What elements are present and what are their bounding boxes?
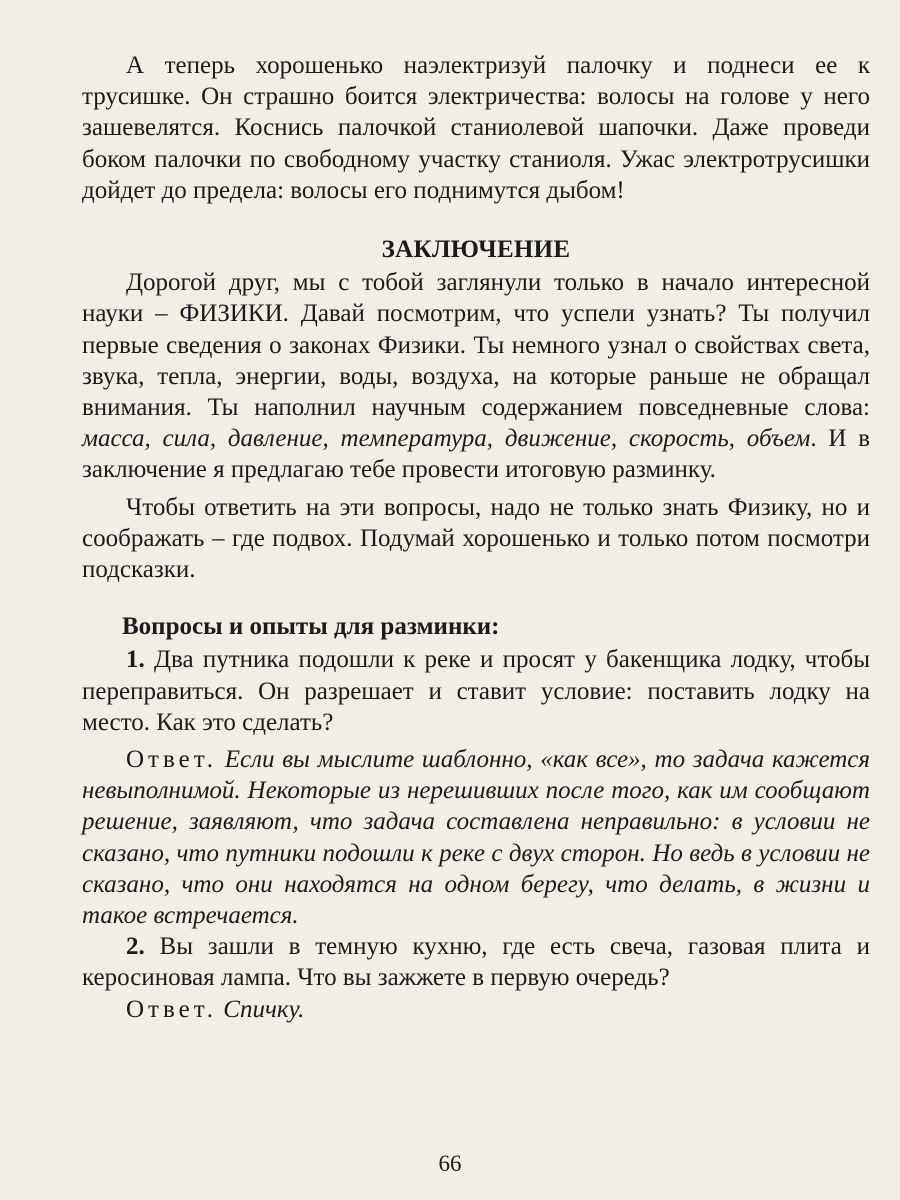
conclusion-text-end: . И в заключение я предлагаю тебе провести итоговую разминку.: [82, 425, 871, 484]
question-1-text: Два путника подошли к реке и просят у бакенщика лодку, чтобы переправиться. Он разрешает и ставит условие: поставить лодку на место. Как это сделать?: [82, 646, 870, 736]
question-2-number: 2.: [126, 933, 145, 961]
answer-2-label: Ответ.: [126, 995, 218, 1023]
answer-1-text: Если вы мыслите шаблонно, «как все», то задача кажется невыполнимой. Некоторые из нерешивших после того, как им сообщают решение, заявляют, что задача составлена неправильно: в условии не сказано, что путники подошли к реке с двух сторон. Но ведь в условии не сказано, что они находятся на одном берегу, что делать, в жизни и такое встречается.: [82, 746, 870, 930]
questions-heading: Вопросы и опыты для разминки:: [122, 613, 500, 641]
section-heading: ЗАКЛЮЧЕНИЕ: [381, 236, 571, 264]
question-2-text: Вы зашли в темную кухню, где есть свеча, газовая плита и керосиновая лампа. Что вы зажжете в первую очередь?: [82, 933, 870, 992]
question-2: [82, 931, 870, 993]
question-1: [82, 644, 870, 738]
intro-paragraph: А теперь хорошенько наэлектризуй палочку и поднеси ее к трусишке. Он страшно боится электричества: волосы на голове у него зашевелятся. Коснись палочкой станиолевой шапочки. Даже проведи боком палочки по свободному участку станиоля. Ужас электротрусишки дойдет до предела: волосы его поднимутся дыбом!: [82, 52, 870, 204]
answer-1-label: Ответ.: [126, 746, 218, 774]
page-number: 66: [438, 1151, 462, 1176]
conclusion-text-start: Дорогой друг, мы с тобой заглянули только в начало интересной науки – ФИЗИКИ. Давай посмотрим, что успели узнать? Ты получил первые сведения о законах Физики. Ты немного узнал о свойствах света, звука, тепла, энергии, воды, воздуха, на которые раньше не обращал внимания. Ты наполнил научным содержанием повседневные слова:: [82, 269, 870, 422]
instructions-paragraph: Чтобы ответить на эти вопросы, надо не только знать Физику, но и соображать – где подвох. Подумай хорошенько и только потом посмотри подсказки.: [82, 493, 870, 584]
answer-2-text: Спичку.: [217, 995, 305, 1023]
question-1-number: 1.: [126, 646, 145, 674]
answer-1: [82, 744, 870, 931]
answer-2: [82, 994, 870, 1025]
conclusion-paragraph: [82, 267, 870, 485]
physics-terms: масса, сила, давление, температура, движение, скорость, объем: [82, 425, 811, 453]
